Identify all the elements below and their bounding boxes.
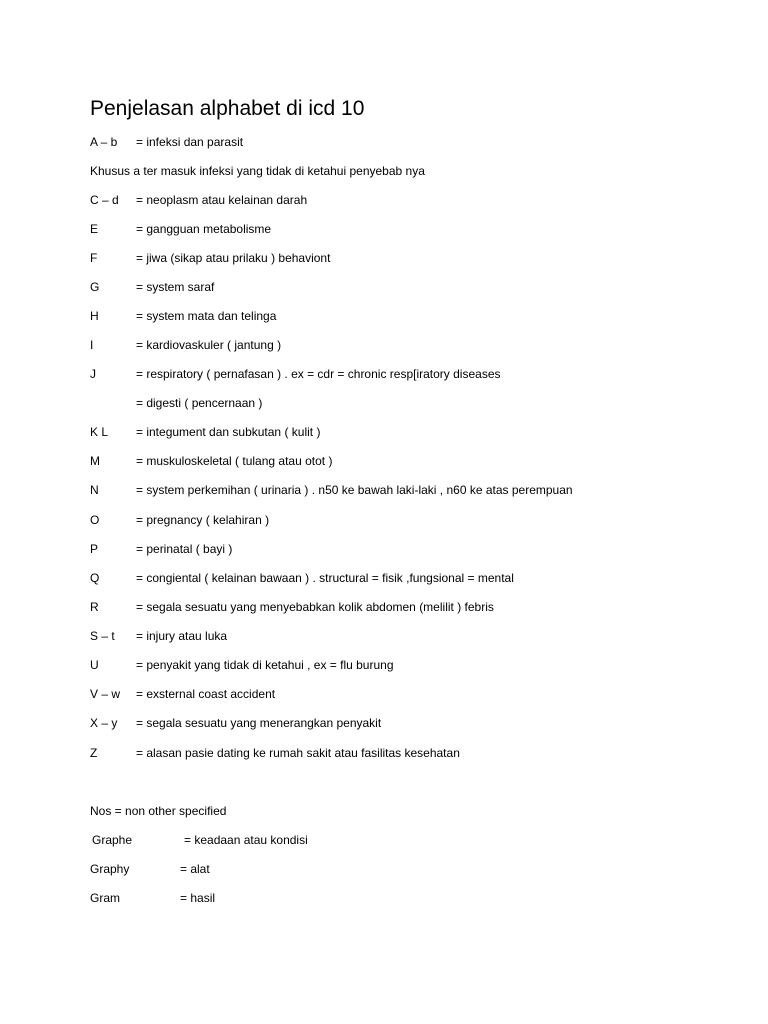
entry-desc: = perinatal ( bayi ) xyxy=(136,542,233,556)
entry-code: Q xyxy=(90,571,100,585)
entry-code: E xyxy=(90,222,99,236)
note-line: Khusus a ter masuk infeksi yang tidak di ketahui penyebab nya xyxy=(90,164,425,178)
entry-desc: = infeksi dan parasit xyxy=(136,135,244,149)
entry-code: U xyxy=(90,658,99,672)
entry-desc: = neoplasm atau kelainan darah xyxy=(136,193,308,207)
entry-desc: = muskuloskeletal ( tulang atau otot ) xyxy=(136,454,333,468)
term-desc: = alat xyxy=(180,862,210,876)
document-title: Penjelasan alphabet di icd 10 xyxy=(90,97,365,120)
term-desc: = keadaan atau kondisi xyxy=(184,833,308,847)
entry-code: H xyxy=(90,309,99,323)
entry-code: M xyxy=(90,454,100,468)
entry-code: O xyxy=(90,513,100,527)
entry-code: J xyxy=(90,367,96,381)
entry-desc: = exsternal coast accident xyxy=(136,687,276,701)
entry-code: S – t xyxy=(90,629,115,643)
entry-code: C – d xyxy=(90,193,119,207)
entry-desc: = system mata dan telinga xyxy=(136,309,277,323)
entry-code: A – b xyxy=(90,135,118,149)
entry-desc: = pregnancy ( kelahiran ) xyxy=(136,513,270,527)
entry-desc: = system perkemihan ( urinaria ) . n50 ke bawah laki-laki , n60 ke atas perempuan xyxy=(136,483,573,497)
entry-desc: = system saraf xyxy=(136,280,215,294)
term-desc: = hasil xyxy=(180,891,216,905)
term-name: Gram xyxy=(90,891,120,905)
entry-code: X – y xyxy=(90,716,118,730)
entry-code: R xyxy=(90,600,99,614)
entry-code: Z xyxy=(90,746,98,760)
entry-code: N xyxy=(90,483,99,497)
entry-desc: = injury atau luka xyxy=(136,629,228,643)
entry-desc: = segala sesuatu yang menyebabkan kolik abdomen (melilit ) febris xyxy=(136,600,494,614)
entry-code: G xyxy=(90,280,100,294)
entry-desc: = integument dan subkutan ( kulit ) xyxy=(136,425,321,439)
entry-desc: = respiratory ( pernafasan ) . ex = cdr = chronic resp[iratory diseases xyxy=(136,367,501,381)
entry-desc: = segala sesuatu yang menerangkan penyakit xyxy=(136,716,382,730)
entry-code: K L xyxy=(90,425,109,439)
entry-desc: = alasan pasie dating ke rumah sakit atau fasilitas kesehatan xyxy=(136,746,460,760)
entry-code: I xyxy=(90,338,94,352)
entry-desc: = gangguan metabolisme xyxy=(136,222,272,236)
entry-code: F xyxy=(90,251,98,265)
term-name: Graphy xyxy=(90,862,130,876)
nos-line: Nos = non other specified xyxy=(90,804,227,818)
entry-desc: = jiwa (sikap atau prilaku ) behaviont xyxy=(136,251,331,265)
term-name: Graphe xyxy=(92,833,133,847)
entry-code: V – w xyxy=(90,687,121,701)
entry-code: P xyxy=(90,542,99,556)
entry-desc: = kardiovaskuler ( jantung ) xyxy=(136,338,282,352)
entry-desc: = digesti ( pencernaan ) xyxy=(136,396,263,410)
entry-desc: = congiental ( kelainan bawaan ) . structural = fisik ,fungsional = mental xyxy=(136,571,514,585)
entry-desc: = penyakit yang tidak di ketahui , ex = flu burung xyxy=(136,658,394,672)
